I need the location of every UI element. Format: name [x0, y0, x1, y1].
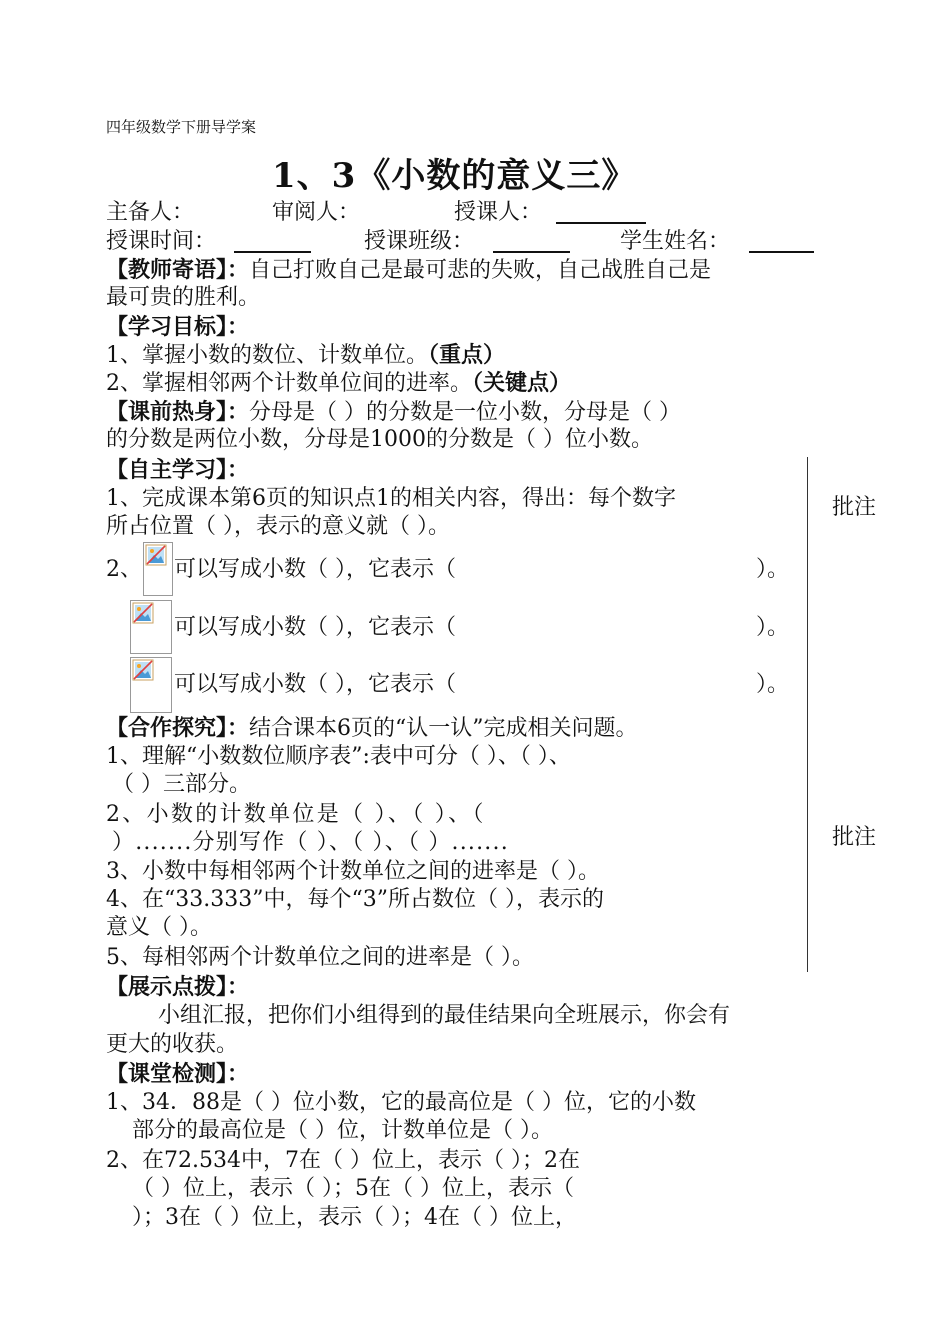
side-note-2: 批注: [832, 825, 877, 850]
broken-image-icon: [132, 602, 154, 624]
warmup-label: 【课前热身】：: [106, 399, 250, 425]
self-study-line-2: 所占位置（ ），表示的意义就（ ）。: [106, 514, 450, 539]
cooperate-line-6: 4、在“33.333”中，每个“3”所占数位（ ），表示的: [106, 887, 604, 912]
fraction-image-2: [130, 600, 172, 654]
class-time-label: 授课时间：: [106, 229, 217, 254]
teacher-message: [106, 256, 711, 285]
goal-item-2-text: 2、掌握相邻两个计数单位间的进率。: [106, 371, 472, 396]
test-line-5: ）；3在（ ）位上，表示（ ）；4在（ ）位上，: [132, 1205, 577, 1230]
cooperate-line-3: 2、小数的计数单位是（ ）、（ ）、（: [106, 802, 486, 827]
q2-end-3: ）。: [756, 672, 790, 697]
display-label: 【展示点拨】：: [106, 974, 250, 1000]
broken-image-icon: [132, 659, 154, 681]
cooperate-line-8: 5、每相邻两个计数单位之间的进率是（ ）。: [106, 945, 534, 970]
q2-end-2: ）。: [756, 615, 790, 640]
cooperate-label: 【合作探究】：: [106, 715, 250, 741]
cooperate-intro: 结合课本6页的“认一认”完成相关问题。: [249, 716, 638, 741]
q2-text-1: 可以写成小数（ ），它表示（: [174, 557, 456, 582]
q2-prefix: 2、: [106, 557, 142, 582]
teacher-message-text: 自己打败自己是最可悲的失败，自己战胜自己是: [249, 258, 712, 283]
cooperate-line-1: 1、理解“小数数位顺序表”:表中可分（ ）、（ ）、: [106, 744, 571, 769]
side-note-1: 批注: [832, 495, 877, 520]
test-line-2: 部分的最高位是（ ）位，计数单位是（ ）。: [132, 1118, 553, 1143]
goal-item-1: [106, 341, 505, 370]
class-name-label: 授课班级：: [364, 229, 475, 254]
warmup-text-1: 分母是（ ）的分数是一位小数，分母是（ ）: [249, 400, 682, 425]
goal-item-2: [106, 369, 571, 398]
cooperate-heading: [106, 714, 638, 743]
self-study-label: 【自主学习】：: [106, 457, 250, 483]
page-title: 1、3《小数的意义三》: [272, 156, 637, 196]
fraction-image-1: [143, 542, 173, 596]
goal-item-1-text: 1、掌握小数的数位、计数单位。: [106, 343, 428, 368]
warmup: [106, 398, 681, 427]
fraction-image-3: [130, 657, 172, 713]
preparer-label: 主备人：: [106, 200, 195, 225]
class-time-blank: [234, 231, 311, 253]
display-text-1: 小组汇报，把你们小组得到的最佳结果向全班展示，你会有: [158, 1003, 731, 1028]
goal-item-1-tag: （重点）: [428, 342, 506, 368]
teacher-message-label: 【教师寄语】：: [106, 257, 250, 283]
student-name-label: 学生姓名：: [620, 229, 731, 254]
teacher-label: 授课人：: [454, 200, 543, 225]
cooperate-line-2: （ ）三部分。: [112, 772, 251, 797]
cooperate-line-4: ）.......分别写作（ ）、（ ）、（ ）.......: [112, 830, 509, 855]
document-header: 四年级数学下册导学案: [106, 118, 257, 136]
cooperate-line-7: 意义（ ）。: [106, 915, 212, 940]
goals-label: 【学习目标】：: [106, 314, 250, 340]
class-name-blank: [493, 231, 570, 253]
reviewer-label: 审阅人：: [272, 200, 361, 225]
warmup-text-2: 的分数是两位小数，分母是1000的分数是（ ）位小数。: [106, 427, 653, 452]
q2-text-2: 可以写成小数（ ），它表示（: [174, 615, 456, 640]
teacher-blank: [556, 202, 646, 224]
self-study-line-1: 1、完成课本第6页的知识点1的相关内容，得出：每个数字: [106, 486, 676, 511]
test-line-3: 2、在72.534中，7在（ ）位上，表示（ ）；2在: [106, 1148, 580, 1173]
broken-image-icon: [145, 544, 167, 566]
test-line-1: 1、34．88是（ ）位小数，它的最高位是（ ）位，它的小数: [106, 1090, 696, 1115]
q2-text-3: 可以写成小数（ ），它表示（: [174, 672, 456, 697]
annotation-divider: [807, 457, 808, 972]
test-label: 【课堂检测】：: [106, 1061, 250, 1087]
teacher-message-text-2: 最可贵的胜利。: [106, 285, 261, 310]
display-text-2: 更大的收获。: [106, 1032, 239, 1057]
test-line-4: （ ）位上，表示（ ）；5在（ ）位上，表示（: [132, 1176, 574, 1201]
goal-item-2-tag: （关键点）: [472, 370, 572, 396]
student-name-blank: [749, 231, 814, 253]
q2-end-1: ）。: [756, 557, 790, 582]
cooperate-line-5: 3、小数中每相邻两个计数单位之间的进率是（ ）。: [106, 859, 600, 884]
